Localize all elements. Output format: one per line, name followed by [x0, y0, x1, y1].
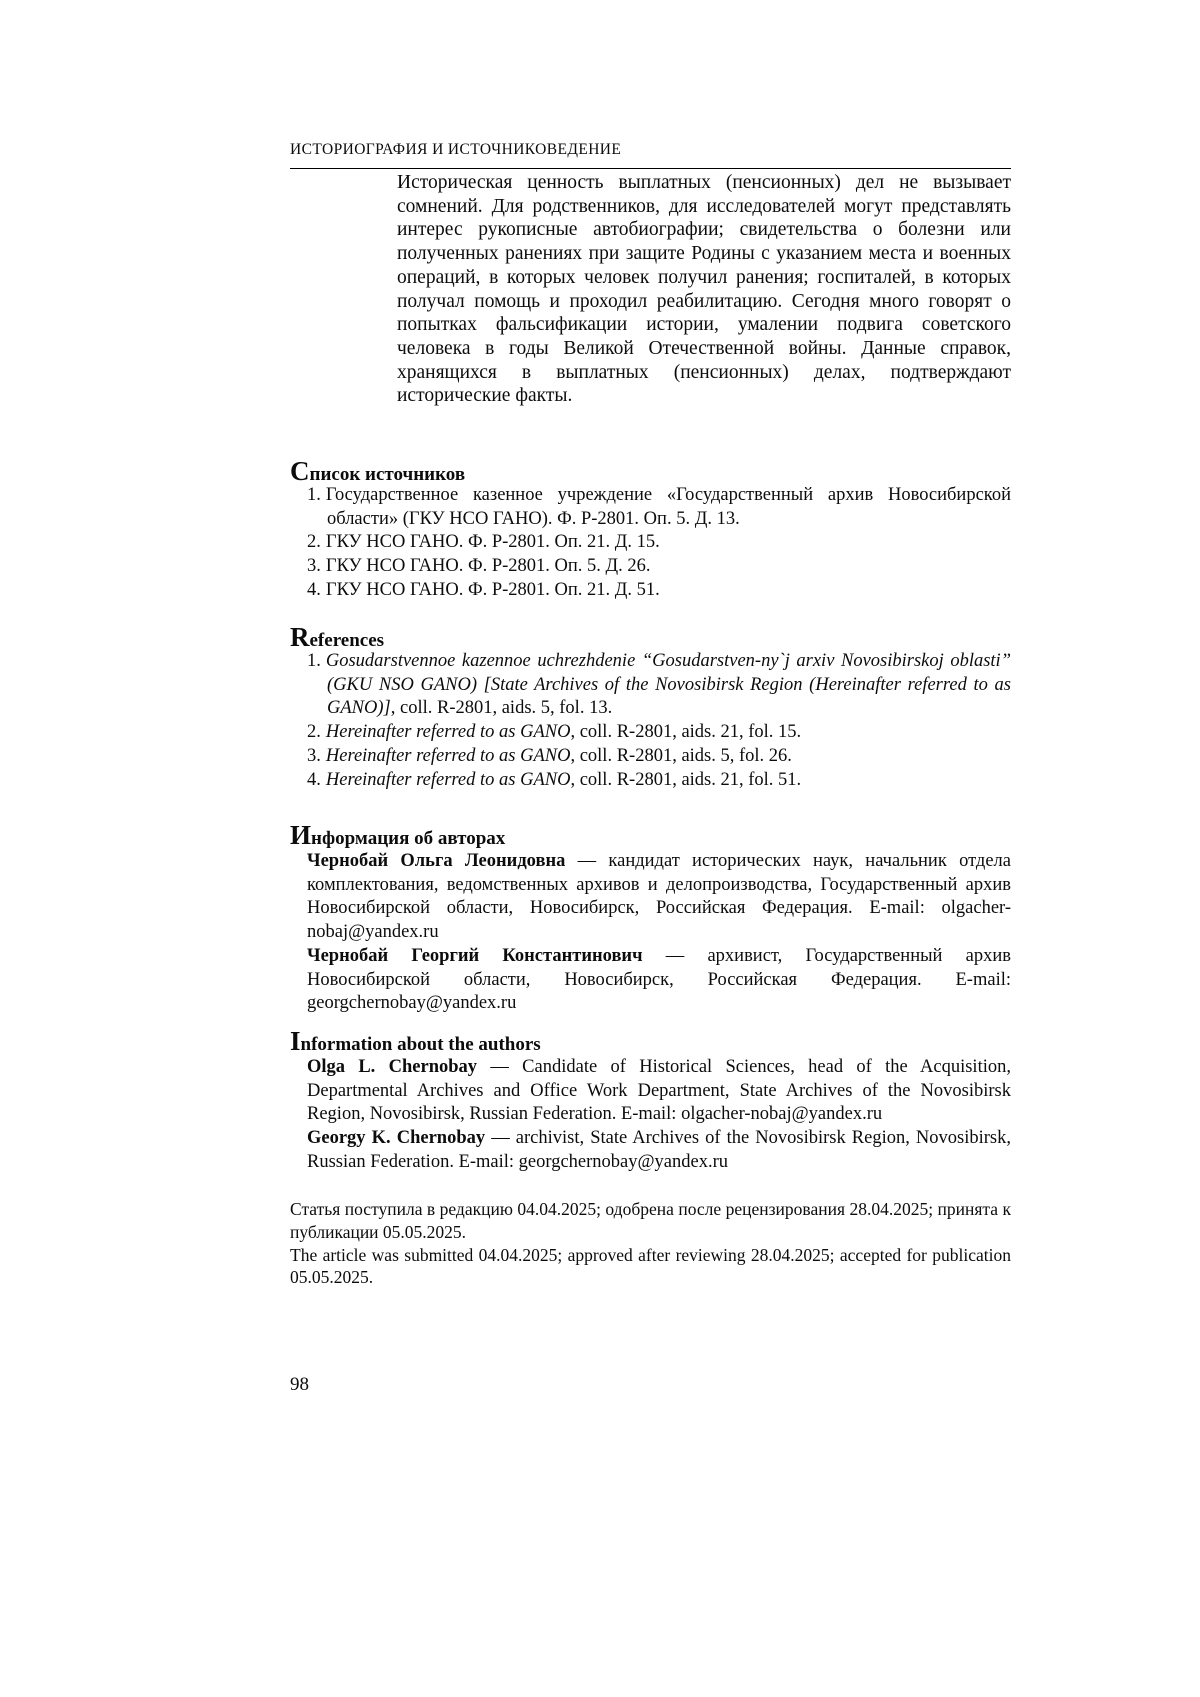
item-text: ГКУ НСО ГАНО. Ф. Р-2801. Оп. 5. Д. 26. — [325, 556, 651, 577]
author-name: Чернобай Ольга Леонидовна — [307, 851, 566, 871]
sources-list — [290, 484, 1011, 603]
heading-rest: nformation about the authors — [300, 1034, 541, 1055]
section-heading-authors-en — [290, 1026, 1011, 1060]
author-text: — Candidate of Historical Sciences, head of the Acquisition, Departmental Archives and Office Work Department, State Archives of the Novosibirsk Region, Novosibirsk, Russian Federation. E-mail: olgacher-nobaj@yandex.ru — [307, 1057, 1011, 1125]
source-item — [290, 555, 1011, 579]
author-text: — архивист, Государственный архив Новосибирской области, Новосибирск, Российская Федерация. E-mail: georgchernobay@yandex.ru — [307, 945, 1011, 1014]
reference-item — [290, 650, 1011, 721]
item-number: 3. — [307, 745, 321, 766]
section-heading-authors-ru — [290, 820, 1011, 854]
running-head-text: ИСТОРИОГРАФИЯ И ИСТОЧНИКОВЕДЕНИЕ — [290, 141, 622, 158]
item-number: 2. — [307, 532, 321, 553]
heading-rest: нформация об авторах — [311, 828, 506, 849]
reference-title: Gosudarstvennoe kazennoe uchrezhdenie “Gosudarstven-ny`j arxiv Novosibirskoj oblasti” (GKU NSO GANO) [State Archives of the Novosibirsk Region (Hereinafter referred to as GANO)] — [325, 651, 1011, 719]
source-item — [290, 579, 1011, 603]
source-item — [290, 531, 1011, 555]
body-paragraph: Историческая ценность выплатных (пенсионных) дел не вызывает сомнений. Для родственников, для исследователей могут представлять интерес рукописные автобиографии; свидетельства о болезни или полученных ранениях при защите Родины с указанием места и военных операций, в которых человек получил ранения; госпиталей, в которых получал помощь и проходил реабилитацию. Сегодня много говорят о попытках фальсификации истории, умалении подвига советского человека в годы Великой Отечественной войны. Данные справок, хранящихся в выплатных (пенсионных) делах, подтверждают исторические факты. — [397, 172, 1011, 407]
item-number: 1. — [307, 651, 321, 671]
reference-tail: , coll. R-2801, aids. 5, fol. 26. — [570, 745, 792, 766]
author-name: Olga L. Chernobay — [307, 1057, 478, 1077]
heading-rest: eferences — [309, 630, 385, 651]
author-entry — [307, 850, 1011, 945]
reference-tail: , coll. R-2801, aids. 5, fol. 13. — [390, 698, 613, 719]
item-text: ГКУ НСО ГАНО. Ф. Р-2801. Оп. 21. Д. 51. — [325, 579, 660, 600]
item-number: 3. — [307, 556, 321, 577]
author-name: Georgy K. Chernobay — [307, 1128, 486, 1149]
heading-initial: И — [290, 820, 312, 850]
page-number: 98 — [290, 1374, 309, 1395]
reference-title: Hereinafter referred to as GANO — [325, 722, 571, 743]
running-head — [290, 141, 1011, 169]
submission-note-ru: Статья поступила в редакцию 04.04.2025; одобрена после рецензирования 28.04.2025; принята к публикации 05.05.2025. — [290, 1199, 1011, 1242]
reference-title: Hereinafter referred to as GANO — [325, 769, 571, 790]
heading-initial: R — [290, 622, 310, 652]
article-dates-footer — [290, 1198, 1011, 1289]
references-list — [290, 650, 1011, 792]
item-number: 4. — [307, 769, 321, 790]
item-text: Государственное казенное учреждение «Государственный архив Новосибирской области» (ГКУ НСО ГАНО). Ф. Р-2801. Оп. 5. Д. 13. — [325, 485, 1011, 529]
author-entry — [307, 1056, 1011, 1127]
reference-tail: , coll. R-2801, aids. 21, fol. 51. — [570, 769, 802, 790]
heading-rest: писок источников — [309, 464, 466, 485]
reference-item — [290, 745, 1011, 769]
heading-initial: С — [290, 456, 310, 486]
submission-note-en: The article was submitted 04.04.2025; approved after reviewing 28.04.2025; accepted for publication 05.05.2025. — [290, 1244, 1011, 1288]
author-text: — archivist, State Archives of the Novosibirsk Region, Novosibirsk, Russian Federation. E-mail: georgchernobay@yandex.ru — [307, 1128, 1011, 1172]
author-text: — кандидат исторических наук, начальник отдела комплектования, ведомственных архивов и делопроизводства, Государственный архив Новосибирской области, Новосибирск, Российская Федерация. E-mail: olgacher-nobaj@yandex.ru — [307, 851, 1011, 943]
reference-item — [290, 769, 1011, 793]
author-entry — [307, 1127, 1011, 1174]
reference-tail: , coll. R-2801, aids. 21, fol. 15. — [570, 722, 802, 743]
reference-title: Hereinafter referred to as GANO — [325, 745, 571, 766]
reference-item — [290, 721, 1011, 745]
author-entry — [307, 945, 1011, 1016]
heading-initial: I — [290, 1026, 301, 1056]
item-number: 1. — [307, 485, 321, 505]
author-name: Чернобай Георгий Константинович — [307, 945, 643, 966]
authors-en-block — [307, 1056, 1011, 1175]
item-number: 2. — [307, 722, 321, 743]
item-number: 4. — [307, 579, 321, 600]
item-text: ГКУ НСО ГАНО. Ф. Р-2801. Оп. 21. Д. 15. — [325, 532, 660, 553]
authors-ru-block — [307, 850, 1011, 1016]
source-item — [290, 484, 1011, 531]
